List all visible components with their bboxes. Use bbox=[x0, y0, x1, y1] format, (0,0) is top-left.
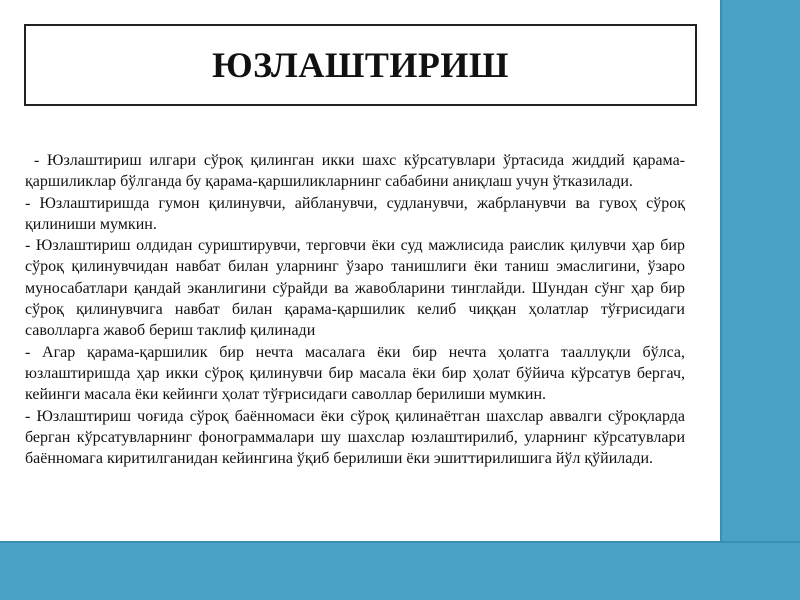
paragraph-4: - Агар қарама-қаршилик бир нечта масалага ёки бир нечта ҳолатга тааллуқли бўлса, юзлаштиришда ҳар икки сўроқ қилинувчи бир масала ёки бир ҳолат бўйича кўрсатув бергач, кейинги масала ёки кейинги ҳолат тўғрисидаги саволлар берилиши мумкин. bbox=[25, 343, 685, 404]
paragraph-3: - Юзлаштириш олдидан суриштирувчи, терговчи ёки суд мажлисида раислик қилувчи ҳар бир сўроқ қилинувчидан навбат билан уларнинг ўзаро танишлиги ёки таниш эмаслигини, ўзаро муносабатлари қандай эканлигини сўрайди ва жавобларини тинглайди. Шундан сўнг ҳар бир сўроқ қилинувчига навбат билан қарама-қаршилик келиб чиққан ҳолатлар тўғрисидаги саволларга жавоб бериш таклиф қилинади bbox=[25, 237, 685, 340]
right-accent-bar bbox=[720, 0, 800, 600]
slide-body bbox=[25, 150, 685, 469]
bottom-accent-bar bbox=[0, 541, 800, 600]
paragraph-5: - Юзлаштириш чоғида сўроқ баённомаси ёки сўроқ қилинаётган шахслар аввалги сўроқларда берган кўрсатувларнинг фонограммалари шу шахслар юзлаштирилиб, уларнинг кўрсатувлари баённомага киритилганидан кейингина ўқиб берилиши ёки эшиттирилишига йўл қўйилади. bbox=[25, 407, 685, 468]
paragraph-1: - Юзлаштириш илгари сўроқ қилинган икки шахс кўрсатувлари ўртасида жиддий қарама-қаршиликлар бўлганда бу қарама-қаршиликларнинг сабабини аниқлаш учун ўтказилади. bbox=[25, 152, 685, 191]
title-box bbox=[24, 24, 697, 106]
paragraph-2: - Юзлаштиришда гумон қилинувчи, айбланувчи, судланувчи, жабрланувчи ва гувоҳ сўроқ қилиниши мумкин. bbox=[25, 194, 685, 233]
slide-title: ЮЗЛАШТИРИШ bbox=[212, 45, 509, 85]
